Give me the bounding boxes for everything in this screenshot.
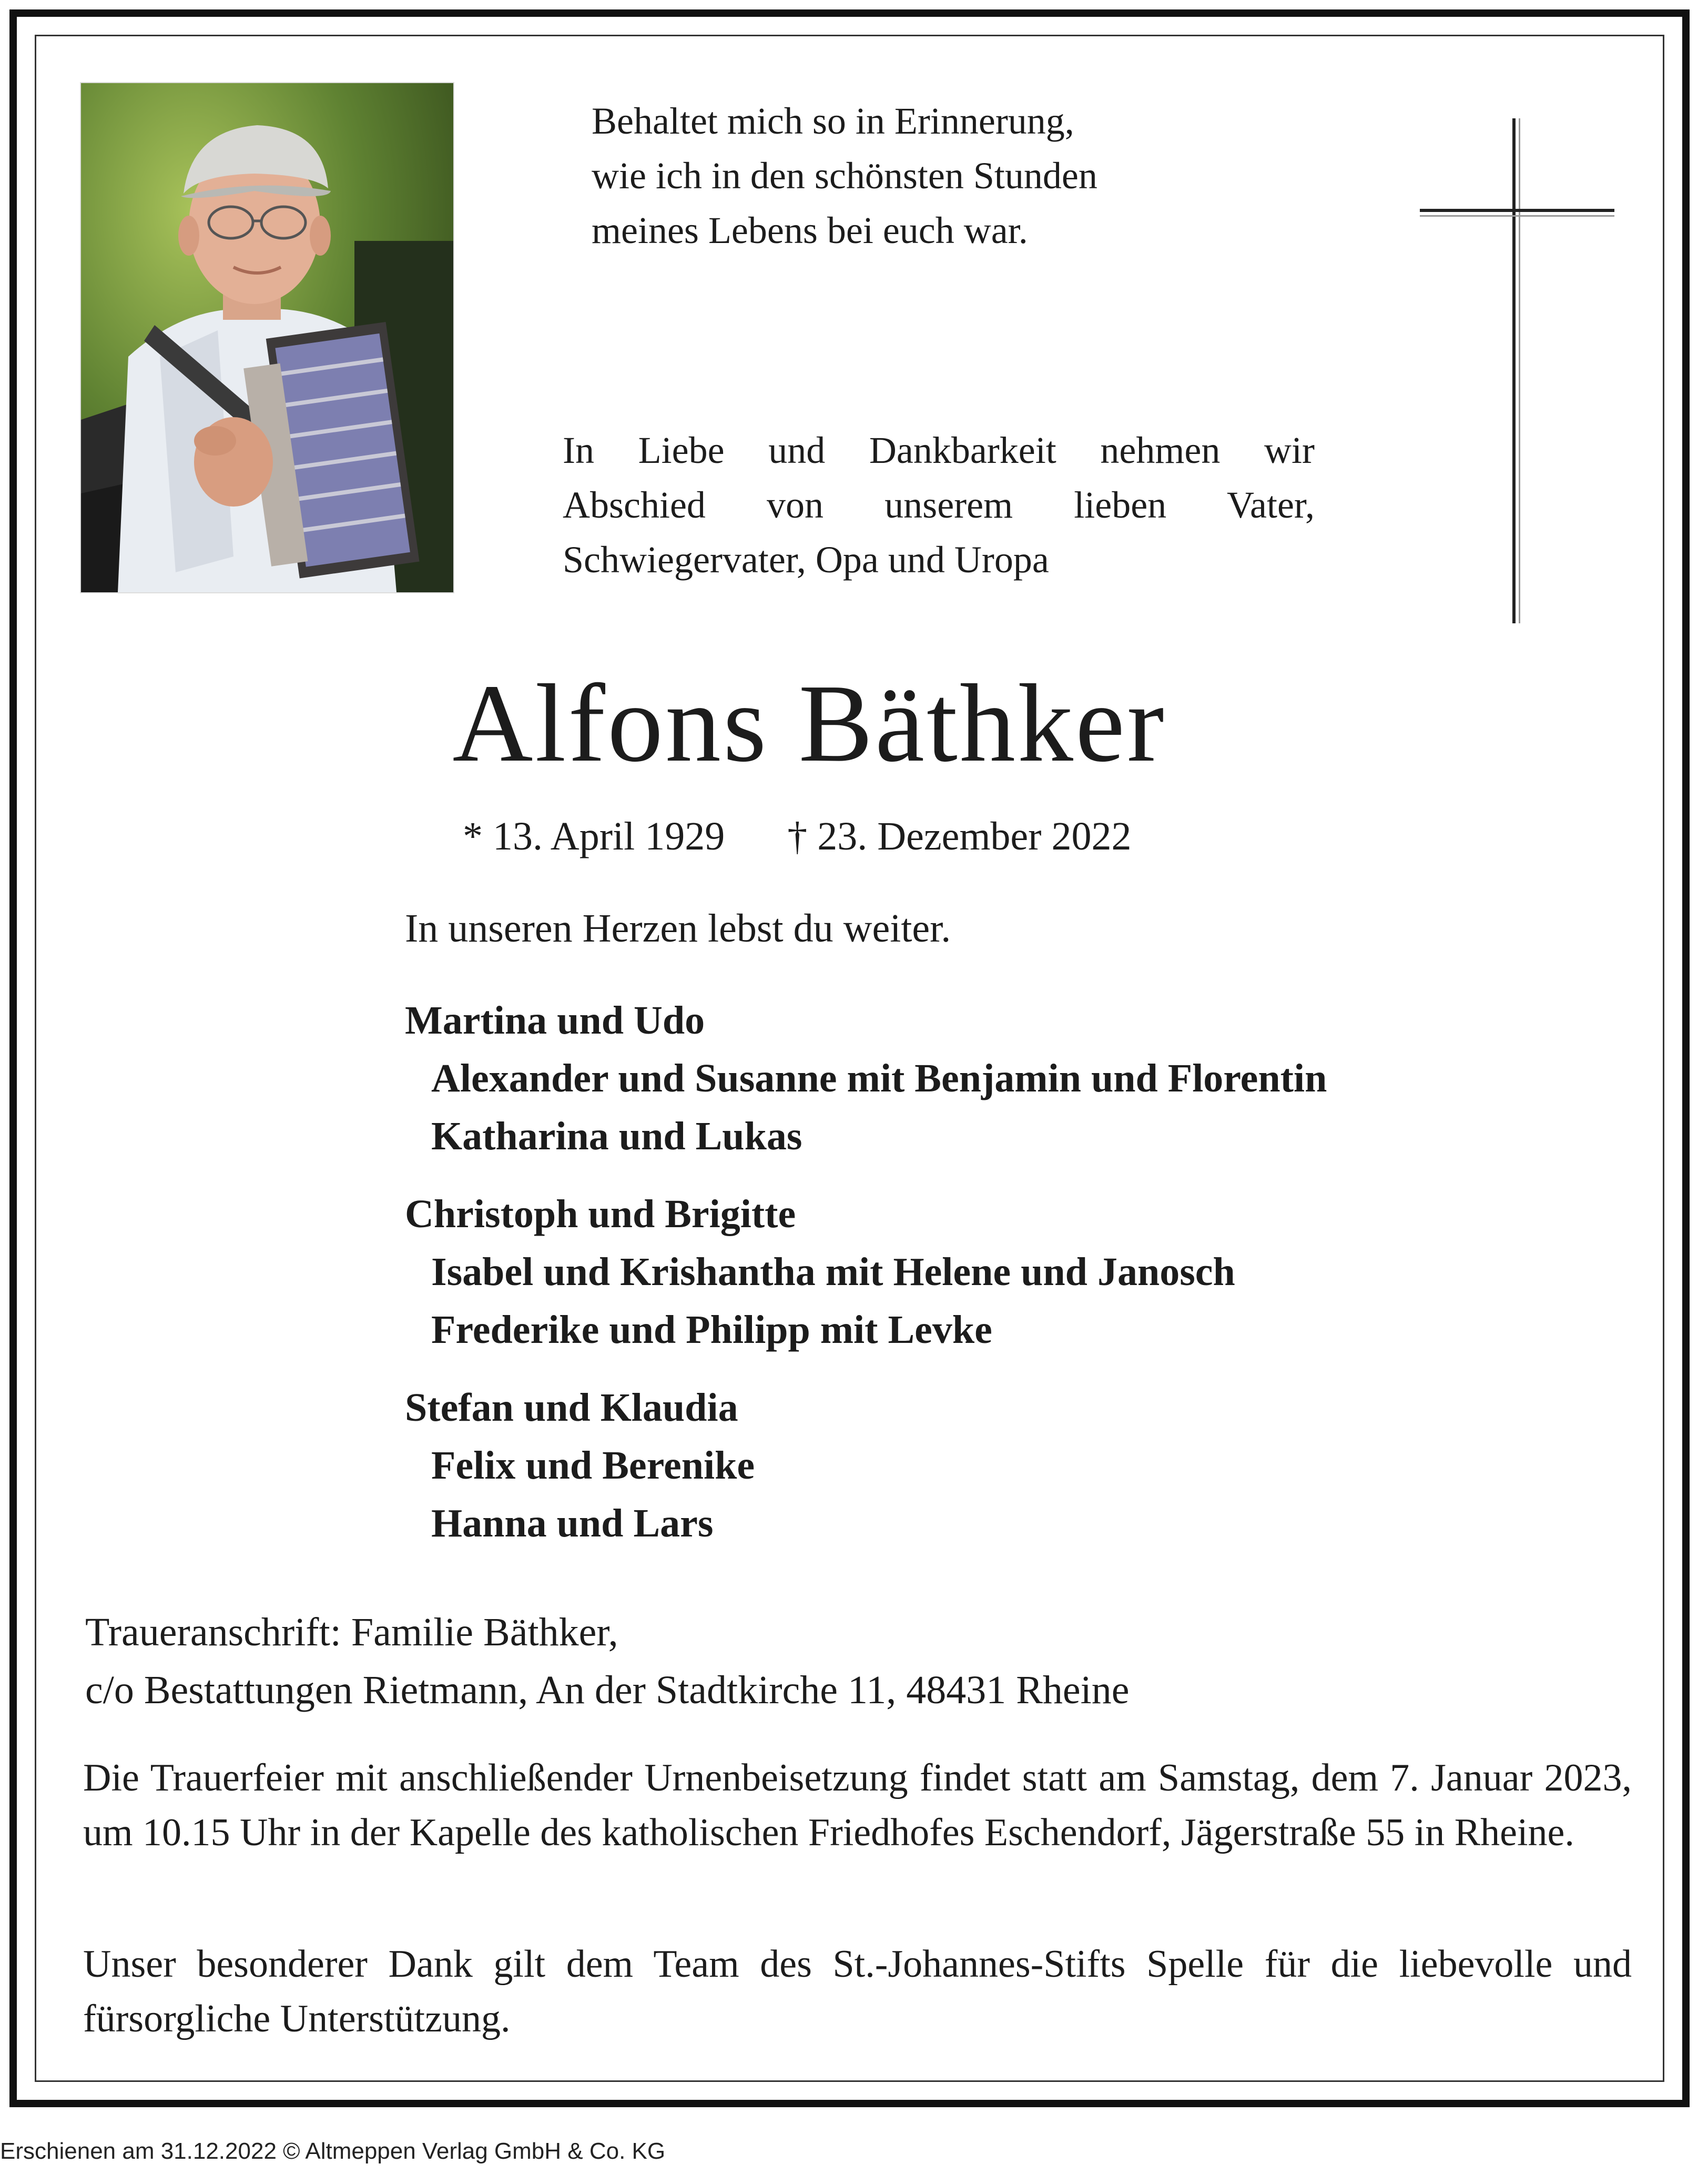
intro-line: Schwiegervater, Opa und Uropa (563, 539, 1049, 581)
intro-line: Abschied von unserem lieben Vater, (563, 484, 1315, 526)
latin-cross-icon (1420, 118, 1614, 623)
family-child: Felix und Berenike (431, 1443, 755, 1488)
family-group (405, 1379, 1327, 1552)
family-child: Hanna und Lars (431, 1501, 714, 1545)
ceremony-info: Die Trauerfeier mit anschließender Urnenbeisetzung findet statt am Samstag, dem 7. Januar 2023, um 10.15 Uhr in der Kapelle des katholischen Friedhofes Eschendorf, Jägerstraße 55 in Rheine. (83, 1756, 1632, 1854)
portrait-photo (80, 82, 454, 593)
death-date: † 23. Dezember 2022 (787, 814, 1132, 858)
birth-date: * 13. April 1929 (463, 814, 725, 858)
family-group (405, 992, 1327, 1165)
family-parents: Stefan und Klaudia (405, 1386, 738, 1430)
family-parents: Christoph und Brigitte (405, 1192, 796, 1236)
family-list (405, 992, 1327, 1572)
address-line: Traueranschrift: Familie Bäthker, (85, 1610, 618, 1654)
family-child: Isabel und Krishantha mit Helene und Janosch (431, 1250, 1235, 1294)
quote-line: wie ich in den schönsten Stunden (592, 155, 1097, 197)
family-child: Frederike und Philipp mit Levke (431, 1308, 992, 1352)
family-child: Katharina und Lukas (431, 1114, 802, 1158)
mourning-address (85, 1603, 1129, 1719)
memorial-quote (592, 94, 1097, 258)
intro-line: In Liebe und Dankbarkeit nehmen wir (563, 429, 1315, 471)
portrait-illustration (81, 83, 453, 592)
publication-footer: Erschienen am 31.12.2022 © Altmeppen Verlag GmbH & Co. KG (0, 2138, 666, 2164)
farewell-intro (563, 423, 1315, 587)
quote-line: Behaltet mich so in Erinnerung, (592, 100, 1074, 142)
family-child: Alexander und Susanne mit Benjamin und Florentin (431, 1056, 1327, 1100)
deceased-name-text: Alfons Bäthker (452, 661, 1166, 785)
quote-line: meines Lebens bei euch war. (592, 209, 1028, 251)
motto: In unseren Herzen lebst du weiter. (405, 906, 951, 951)
deceased-name (0, 658, 1708, 789)
family-parents: Martina und Udo (405, 998, 705, 1043)
address-line: c/o Bestattungen Rietmann, An der Stadtkirche 11, 48431 Rheine (85, 1668, 1130, 1712)
family-group (405, 1185, 1327, 1359)
life-dates (463, 810, 1131, 863)
thanks-note: Unser besonderer Dank gilt dem Team des St.-Johannes-Stifts Spelle für die liebevolle und fürsorgliche Unterstützung. (83, 1943, 1632, 2040)
